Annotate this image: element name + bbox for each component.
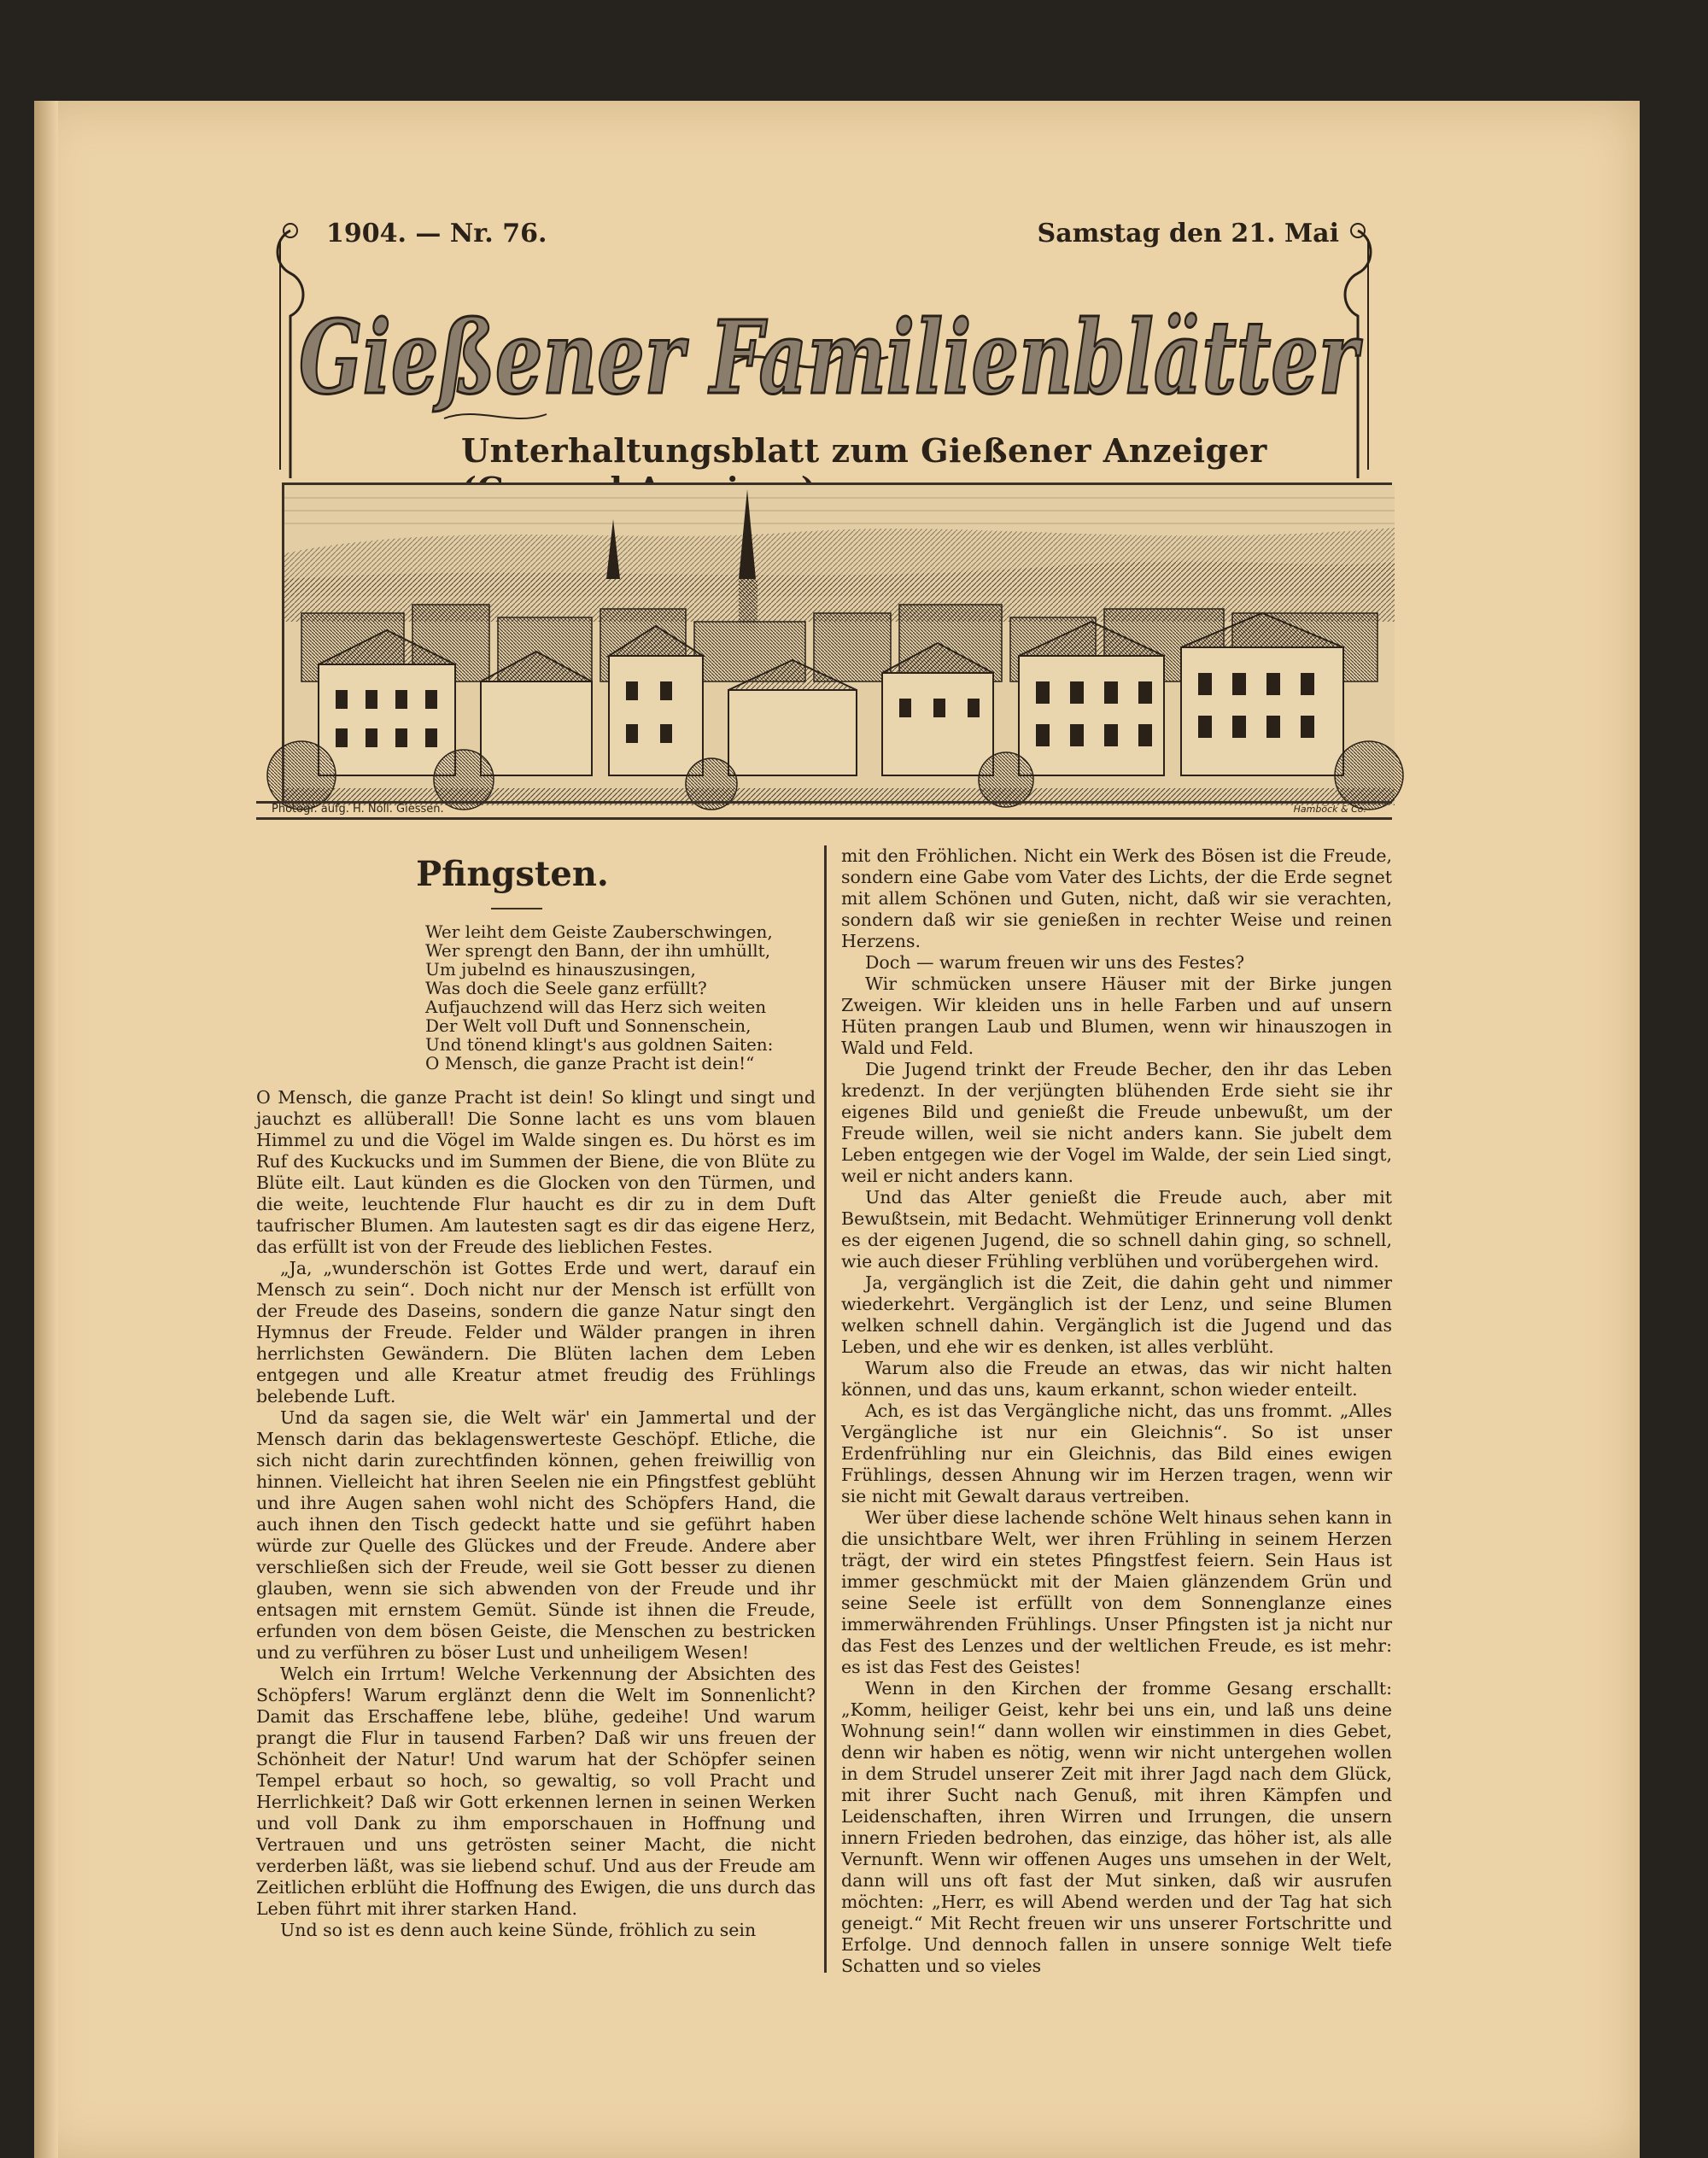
issue-date: Samstag den 21. Mai — [1037, 219, 1339, 249]
poem-line: Um jubelnd es hinauszusingen, — [425, 959, 696, 980]
article-paragraph: Wer über diese lachende schöne Welt hinaus sehen kann in die unsichtbare Welt, wer ihren Frühling in seinem Herzen trägt, der wird ein stetes Pfingstfest feiern. Sein Haus ist immer geschmückt mit der Maien glänzendem Grün und seine Seele ist erfüllt von dem Sonnenglanze eines immerwährenden Frühlings. Unser Pfingsten ist ja nicht nur das Fest des Lenzes und der weltlichen Freude, es ist mehr: es ist das Fest des Geistes! — [841, 1507, 1392, 1677]
article-paragraph: Und so ist es denn auch keine Sünde, fröhlich zu sein — [280, 1920, 757, 1940]
poem-line: Was doch die Seele ganz erfüllt? — [425, 978, 707, 998]
article-paragraph: Doch — warum freuen wir uns des Festes? — [865, 952, 1245, 973]
article-paragraph: Und das Alter genießt die Freude auch, aber mit Bewußtsein, mit Bedacht. Wehmütiger Erinnerung voll denkt es der eigenen Jugend, die so schnell dahin ging, so schnell, wie auch dieser Frühling verblühen und vorübergehen wird. — [841, 1187, 1392, 1272]
masthead — [256, 213, 1392, 828]
article-paragraph: Welch ein Irrtum! Welche Verkennung der Absichten des Schöpfers! Warum erglänzt denn die Welt im Sonnenlicht? Damit das Erschaffene lebe, blühe, gedeihe! Und warum prangt die Flur in tausend Farben? Daß wir uns freuen der Schönheit der Natur! Und warum hat der Schöpfer seinen Tempel erbaut so hoch, so gewaltig, so voll Pracht und Herrlichkeit? Daß wir Gott erkennen lernen in seinen Werken und voll Dank zu ihm emporschauen in Hoffnung und Vertrauen und uns getrösten seiner Macht, die nicht verderben läßt, was sie liebend schuf. Und aus der Freude am Zeitlichen erblüht die Hoffnung des Ewigen, die uns durch das Leben führt mit ihrer starken Hand. — [256, 1664, 816, 1919]
photo-credit-bar — [256, 801, 1392, 820]
article-paragraph: Ach, es ist das Vergängliche nicht, das uns frommt. „Alles Vergängliche ist nur ein Gleichnis“. So ist unser Erdenfrühling nur ein Gleichnis, das Bild eines ewigen Frühlings, dessen Ahnung wir im Herzen tragen, wenn wir sie nicht mit Gewalt daraus vertreiben. — [841, 1401, 1392, 1506]
poem-line: O Mensch, die ganze Pracht ist dein!“ — [425, 1053, 755, 1073]
title-divider — [491, 908, 542, 909]
article-paragraph: Ja, vergänglich ist die Zeit, die dahin geht und nimmer wiederkehrt. Vergänglich ist der Lenz, und seine Blumen welken schnell dahin. Vergänglich ist die Jugend und das Leben, und ehe wir es denken, ist alles verblüht. — [841, 1272, 1392, 1357]
article-paragraph: „Ja, „wunderschön ist Gottes Erde und wert, darauf ein Mensch zu sein“. Doch nicht nur der Mensch ist erfüllt von der Freude des Daseins, sondern die ganze Natur singt den Hymnus der Freude. Felder und Wälder prangen in ihren herrlichsten Gewändern. Die Blüten lachen dem Leben entgegen und alle Kreatur atmet freudig des Frühlings belebende Luft. — [256, 1258, 816, 1407]
article-paragraph: Wir schmücken unsere Häuser mit der Birke jungen Zweigen. Wir kleiden uns in helle Farben und auf unsern Hüten prangen Laub und Blumen, wenn wir hinauszogen in Wald und Feld. — [841, 974, 1392, 1058]
page-gutter-shadow — [34, 101, 58, 2158]
article-paragraph: Warum also die Freude an etwas, das wir nicht halten können, und das uns, kaum erkannt, schon wieder enteilt. — [841, 1358, 1392, 1400]
article-paragraph: O Mensch, die ganze Pracht ist dein! So klingt und singt und jauchzt es allüberall! Die Sonne lacht es uns vom blauen Himmel zu und die Vögel im Walde singen es. Du hörst es im Ruf des Kuckucks und im Summen der Biene, die von Blüte zu Blüte eilt. Laut künden es die Glocken von den Türmen, und die weite, leuchtende Flur haucht es dir zu in dem Duft taufrischer Blumen. Am lautesten sagt es dir das eigene Herz, das erfüllt ist von der Freude des lieblichen Festes. — [256, 1087, 816, 1257]
poem-line: Der Welt voll Duft und Sonnenschein, — [425, 1015, 752, 1036]
cityscape-engraving — [282, 482, 1392, 803]
issue-number: 1904. — Nr. 76. — [326, 219, 547, 249]
poem-line: Wer leiht dem Geiste Zauberschwingen, — [425, 921, 773, 942]
poem-line: Wer sprengt den Bann, der ihn umhüllt, — [425, 940, 771, 961]
masthead-title-text: Gießener Familienblätter — [299, 298, 1363, 417]
cityscape-illustration — [284, 485, 1395, 805]
article-title: Pfingsten. — [416, 854, 609, 894]
photo-credit: Photogr. aufg. H. Noll. Giessen. — [272, 803, 444, 816]
article-column-right — [841, 845, 1392, 1977]
article-paragraph: Wenn in den Kirchen der fromme Gesang erschallt: „Komm, heiliger Geist, kehr bei uns ein, und laß uns deine Wohnung sein!“ dann wollen wir einstimmen in dies Gebet, denn wir haben es nötig, wenn wir nicht untergehen wollen in dem Strudel unserer Zeit mit ihrer Jagd nach dem Glück, mit ihrer Sucht nach Genuß, mit ihren Kämpfen und Leidenschaften, ihren Wirren und Irrungen, die unsern innern Frieden bedrohen, das einzige, das höher ist, als alle Vernunft. Wenn wir offenen Auges uns umsehen in der Welt, dann will uns oft fast der Mut sinken, daß wir ausrufen möchten: „Herr, es will Abend werden und der Tag hat sich geneigt.“ Mit Recht freuen wir uns unserer Fortschritte und Erfolge. Und dennoch fallen in unsere sonnige Welt tiefe Schatten und so vieles — [841, 1678, 1392, 1976]
masthead-subtitle: Unterhaltungsblatt zum Gießener Anzeiger — [461, 431, 1267, 470]
engraver-credit: Hamböck & Co. — [1293, 804, 1366, 815]
poem-line: Aufjauchzend will das Herz sich weiten — [425, 997, 767, 1017]
poem — [425, 922, 784, 1073]
article-column-left — [256, 1087, 816, 1941]
column-divider — [824, 845, 827, 1973]
article-paragraph: Die Jugend trinkt der Freude Becher, den ihr das Leben kredenzt. In der verjüngten blühenden Erde sieht sie ihr eigenes Bild und genießt die Freude unbewußt, um der Freude willen, weil sie nicht anders kann. Sie jubelt dem Leben entgegen wie der Vogel im Walde, der sein Lied singt, weil er nicht anders kann. — [841, 1059, 1392, 1186]
article-paragraph: mit den Fröhlichen. Nicht ein Werk des Bösen ist die Freude, sondern eine Gabe vom Vater des Lichts, der die Erde segnet mit allem Schönen und Guten, nicht, daß wir sie verachten, sondern daß wir sie genießen in rechter Weise und reinen Herzens. — [841, 845, 1392, 951]
poem-line: Und tönend klingt's aus goldnen Saiten: — [425, 1034, 774, 1055]
article-paragraph: Und da sagen sie, die Welt wär' ein Jammertal und der Mensch darin das beklagenswerteste Geschöpf. Etliche, die sich nicht darin zurechtfinden können, gehen freiwillig von hinnen. Vielleicht hat ihren Seelen nie ein Pfingstfest geblüht und ihre Augen sahen wohl nicht des Schöpfers Hand, die auch ihnen den Tisch gedeckt hatte und sie geführt haben würde zur Quelle des Glückes und der Freude. Andere aber verschließen sich der Freude, weil sie Gott besser zu dienen glauben, wenn sie sich abwenden von der Freude und ihr entsagen mit ernstem Gemüt. Sünde ist ihnen die Freude, erfunden von dem bösen Geiste, die Menschen zu bestricken und zu verführen zu böser Lust und unheiligem Wesen! — [256, 1407, 816, 1663]
